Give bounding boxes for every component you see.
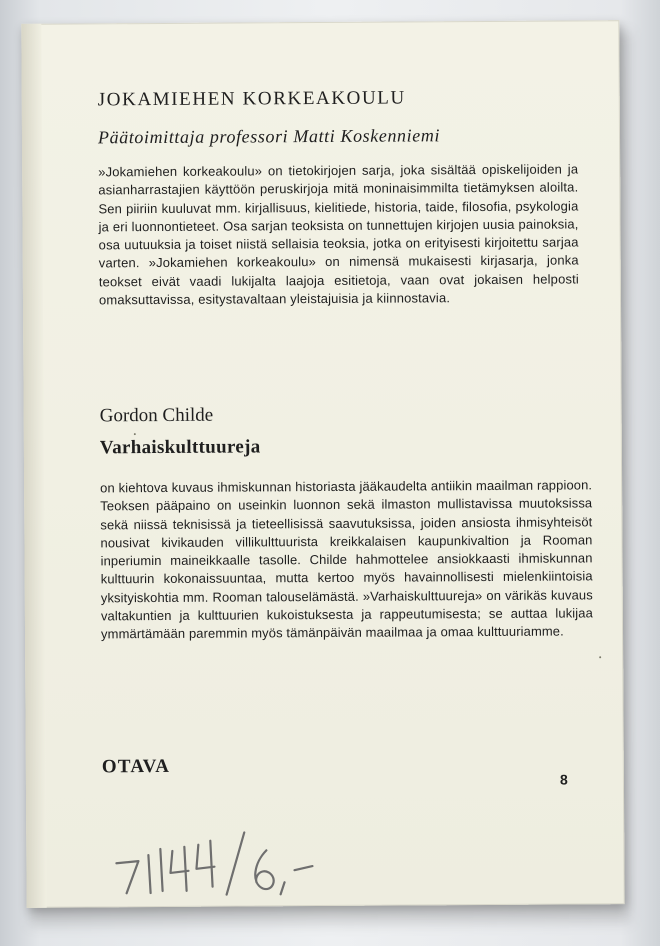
- cover-edge: [21, 24, 46, 908]
- publisher-name: OTAVA: [101, 755, 171, 778]
- series-title: JOKAMIEHEN KORKEAKOULU: [97, 87, 406, 111]
- paper-speck: [599, 656, 601, 658]
- book-description: on kiehtova kuvaus ihmiskunnan historiasta jääkaudelta antiikin maailman rappioon. Teoksen pääpaino on useinkin luonnon sekä ilmaston mullistavissa muutoksissa sekä niissä teknisissä ja tieteellisissä saavutuksissa, joiden ansiosta ihmisyhteisöt nousivat kivikauden villikulttuurista kreikkalaisen kaupunkivaltion ja Rooman inperiumin maineikkaalle tasolle. Childe hahmottelee ansiokkaasti ihmiskunnan kulttuurin kokonaissuuntaa, mutta kertoo myös havainnollisesti mielenkiintoisia yksityiskohtia mm. Rooman talouselämästä. »Varhaiskulttuureja» on värikäs kuvaus valtakuntien ja kulttuurien kukoistuksesta ja rappeutumisesta; se auttaa lukijaa ymmärtämään paremmin myös tämänpäivän maailmaa ja omaa kulttuuriamme.: [100, 477, 593, 642]
- book-author: Gordon Childe: [99, 404, 214, 427]
- series-editor: Päätoimittaja professori Matti Koskenniemi: [97, 125, 441, 148]
- page-number: 8: [559, 771, 568, 788]
- series-description: »Jokamiehen korkeakoulu» on tietokirjojen sarja, joka sisältää opiskelijoiden ja asianharrastajien käyttöön peruskirjoja mitä moninaisimmilta tietämyksen aloilta. Sen piiriin kuuluvat mm. kirjallisuus, kielitiede, historia, taide, filosofia, psykologia ja eri luonnontieteet. Osa sarjan teoksista on tunnettujen kirjojen uusia painoksia, osa uutuuksia ja toiset niistä sellaisia teoksia, jotka on erityisesti kirjoitettu sarjaa varten. »Jokamiehen korkeakoulu» on nimensä mukaisesti kirjasarja, jonka teokset eivät vaadi lukijalta laajoja esitietoja, vaan ovat jokaisen helposti omaksuttavissa, esitystavaltaan yleistajuisia ja kiinnostavia.: [98, 161, 579, 308]
- book-title: Varhaiskulttuureja: [99, 436, 261, 459]
- book-back-cover: [21, 20, 624, 908]
- paper-speck: [134, 433, 136, 435]
- handwritten-note-drawing: [86, 802, 347, 914]
- handwritten-price-note: [86, 802, 347, 919]
